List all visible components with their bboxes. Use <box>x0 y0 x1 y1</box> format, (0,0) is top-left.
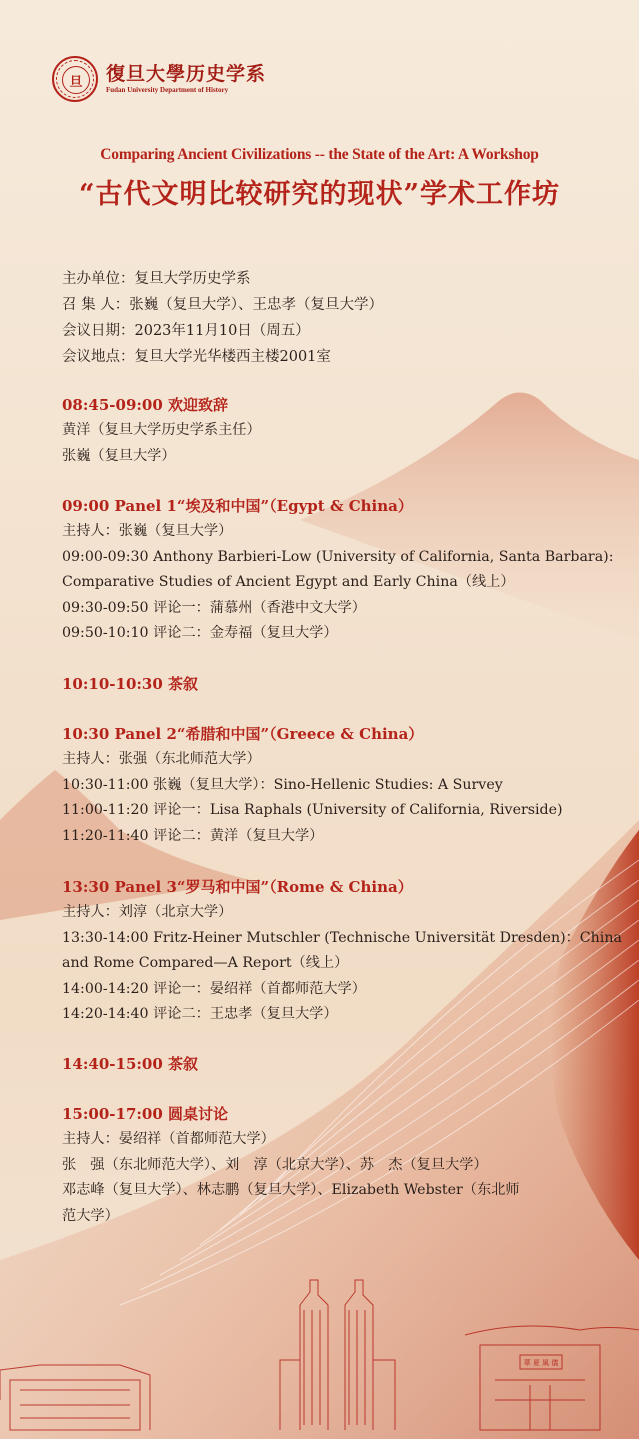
schedule-line: 13:30-14:00 Fritz-Heiner Mutschler (Technische Universität Dresden)：China <box>62 929 622 946</box>
schedule-line: 邓志峰（复旦大学）、林志鹏（复旦大学）、Elizabeth Webster（东北师 <box>62 1182 520 1199</box>
schedule-line: Comparative Studies of Ancient Egypt and Early China（线上） <box>62 574 515 591</box>
section-roundtable <box>62 1102 520 1229</box>
schedule-line: 主持人：张巍（复旦大学） <box>62 523 233 540</box>
schedule-line: 主持人：张强（东北师范大学） <box>62 751 261 768</box>
section-tea-break-2 <box>62 1052 198 1077</box>
logo-en: Fudan University Department of History <box>106 86 229 94</box>
schedule-line: 11:20-11:40 评论二：黄洋（复旦大学） <box>62 827 324 844</box>
schedule-line: 主持人：刘淳（北京大学） <box>62 904 233 921</box>
section-heading: 10:10-10:30 茶叙 <box>62 675 199 693</box>
building-sign: 華 夏 風 儀 <box>523 1359 559 1367</box>
schedule-line: 09:00-09:30 Anthony Barbieri-Low (University of California, Santa Barbara): <box>62 548 614 565</box>
schedule-line: 张 强（东北师范大学）、刘 淳（北京大学）、苏 杰（复旦大学） <box>62 1156 488 1173</box>
section-panel-3 <box>62 875 622 1027</box>
info-organizer: 主办单位：复旦大学历史学系 <box>62 271 251 287</box>
schedule-line: 11:00-11:20 评论一：Lisa Raphals (University of California, Riverside) <box>62 802 563 819</box>
info-date: 会议日期：2023年11月10日（周五） <box>62 323 310 339</box>
schedule-line: 14:20-14:40 评论二：王忠孝（复旦大学） <box>62 1006 338 1023</box>
title-cn: “古代文明比较研究的现状”学术工作坊 <box>78 179 561 210</box>
schedule-line: 张巍（复旦大学） <box>62 447 176 464</box>
section-tea-break-1 <box>62 672 198 697</box>
info-venue: 会议地点：复旦大学光华楼西主楼2001室 <box>62 349 331 365</box>
section-heading: 13:30 Panel 3“罗马和中国”（Rome & China） <box>62 878 413 896</box>
schedule-line: 14:00-14:20 评论一：晏绍祥（首都师范大学） <box>62 980 366 997</box>
schedule-line: 范大学） <box>62 1207 119 1224</box>
title-en: Comparing Ancient Civilizations -- the State of the Art: A Workshop <box>100 146 539 163</box>
schedule-line: 黄洋（复旦大学历史学系主任） <box>62 422 261 439</box>
logo-cn: 復旦大學历史学系 <box>106 63 267 85</box>
section-panel-1 <box>62 494 613 646</box>
meeting-info <box>62 266 383 370</box>
section-heading: 14:40-15:00 茶叙 <box>62 1055 199 1073</box>
schedule-line: 09:30-09:50 评论一：蒲慕州（香港中文大学） <box>62 599 366 616</box>
schedule-line: 主持人：晏绍祥（首都师范大学） <box>62 1131 275 1148</box>
section-heading: 08:45-09:00 欢迎致辞 <box>62 396 229 414</box>
university-logo <box>52 54 266 104</box>
section-heading: 15:00-17:00 圆桌讨论 <box>62 1105 229 1123</box>
schedule-line: and Rome Compared—A Report（线上） <box>62 955 349 972</box>
section-panel-2 <box>62 722 563 849</box>
university-seal-icon: 旦 <box>52 56 98 102</box>
section-welcome <box>62 393 261 469</box>
section-heading: 10:30 Panel 2“希腊和中国”（Greece & China） <box>62 725 424 743</box>
schedule-line: 09:50-10:10 评论二：金寿福（复旦大学） <box>62 625 338 642</box>
info-convener: 召 集 人：张巍（复旦大学）、王忠孝（复旦大学） <box>62 297 383 313</box>
schedule-line: 10:30-11:00 张巍（复旦大学）：Sino-Hellenic Studies: A Survey <box>62 776 503 793</box>
section-heading: 09:00 Panel 1“埃及和中国”（Egypt & China） <box>62 497 413 515</box>
